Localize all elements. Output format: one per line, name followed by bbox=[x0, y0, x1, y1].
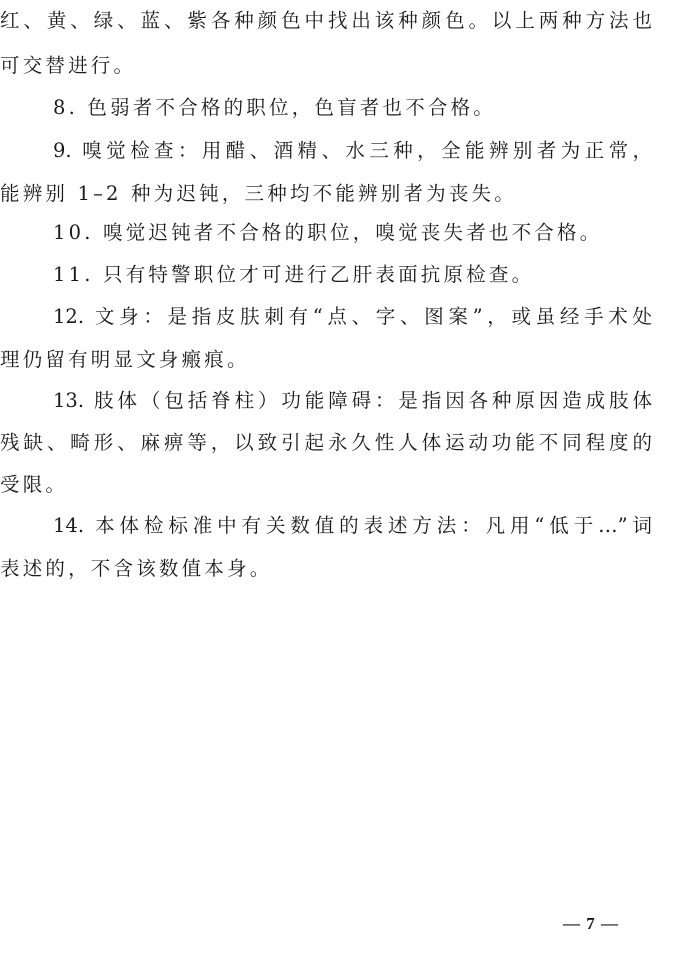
text-line-continuation-end: 可交替进行。 bbox=[0, 54, 137, 77]
item-13-continuation-end: 受限。 bbox=[0, 473, 69, 496]
item-14: 14. 本体检标准中有关数值的表述方法：凡用“低于…”词 bbox=[53, 514, 652, 537]
item-14-continuation: 表述的，不含该数值本身。 bbox=[0, 557, 273, 580]
item-9: 9. 嗅觉检查：用醋、酒精、水三种，全能辨别者为正常， bbox=[53, 139, 652, 162]
item-9-continuation: 能辨别 1–2 种为迟钝，三种均不能辨别者为丧失。 bbox=[0, 182, 517, 205]
item-12-continuation: 理仍留有明显文身瘢痕。 bbox=[0, 348, 250, 371]
text-line-continuation: 红、黄、绿、蓝、紫各种颜色中找出该种颜色。以上两种方法也 bbox=[0, 9, 652, 32]
page-number: — 7 — bbox=[563, 914, 619, 933]
item-12: 12. 文身：是指皮肤刺有“点、字、图案”，或虽经手术处 bbox=[53, 305, 652, 328]
item-13: 13. 肢体（包括脊柱）功能障碍：是指因各种原因造成肢体 bbox=[53, 389, 652, 412]
item-8: 8. 色弱者不合格的职位，色盲者也不合格。 bbox=[53, 96, 497, 119]
item-10: 10. 嗅觉迟钝者不合格的职位，嗅觉丧失者也不合格。 bbox=[53, 221, 603, 244]
item-13-continuation: 残缺、畸形、麻痹等，以致引起永久性人体运动功能不同程度的 bbox=[0, 431, 652, 454]
item-11: 11. 只有特警职位才可进行乙肝表面抗原检查。 bbox=[53, 263, 535, 286]
